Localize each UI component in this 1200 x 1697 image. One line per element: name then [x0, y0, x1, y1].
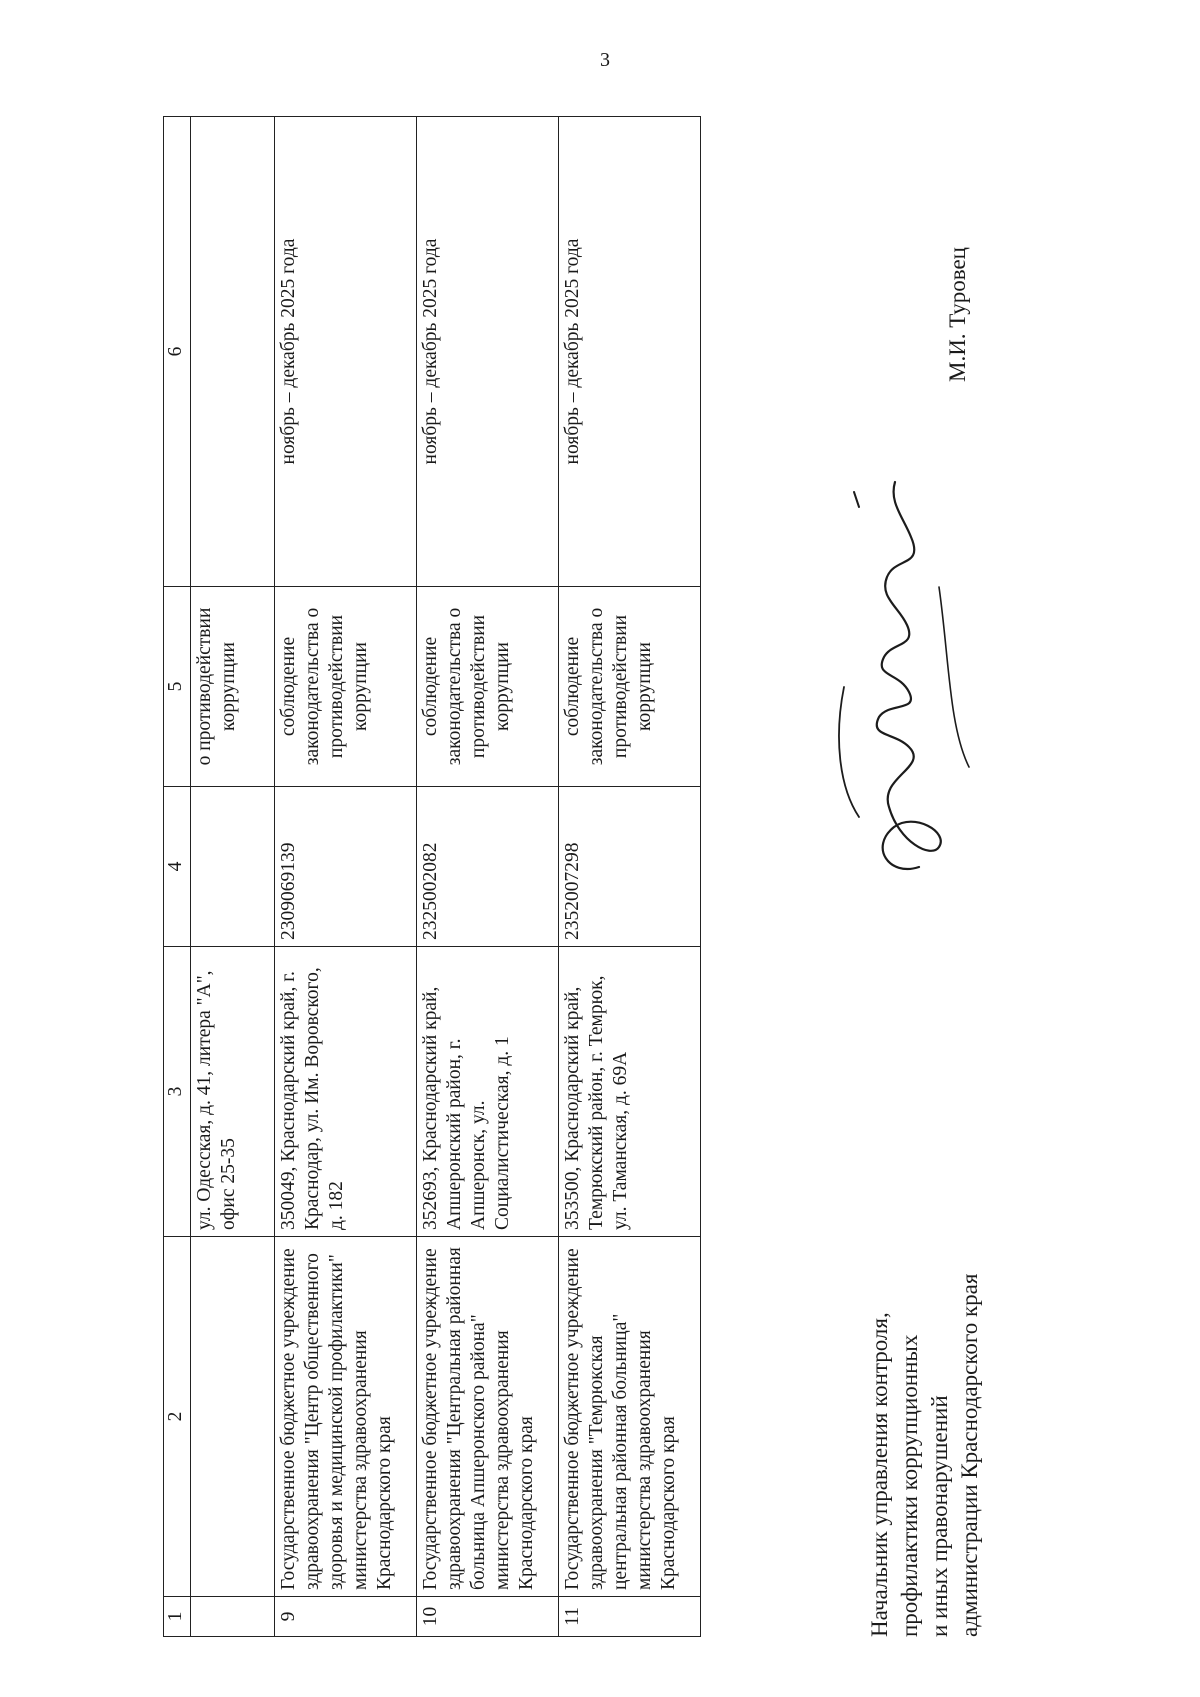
page-number: 3 — [600, 49, 610, 71]
row-number — [191, 1597, 275, 1637]
organization-name: Государственное бюджетное учреждение здравоохранения "Центральная районная больница Апшеронского района" министерства здравоохранения Краснодарского края — [417, 1237, 559, 1597]
table-row — [191, 117, 275, 1637]
inspection-period: ноябрь – декабрь 2025 года — [275, 117, 417, 587]
signer-name: М.И. Туровец — [945, 247, 970, 382]
inn: 2352007298 — [559, 787, 701, 947]
row-number: 9 — [275, 1597, 417, 1637]
address: 350049, Краснодарский край, г. Краснодар, ул. Им. Воровского, д. 182 — [275, 947, 417, 1237]
table-row — [559, 117, 701, 1637]
inspection-subject: о противодействии коррупции — [191, 587, 275, 787]
table-row — [275, 117, 417, 1637]
inn: 2325002082 — [417, 787, 559, 947]
column-header: 5 — [164, 587, 191, 787]
organizations-table — [163, 116, 701, 1637]
position-line: профилактики коррупционных — [897, 1334, 922, 1637]
column-header: 2 — [164, 1237, 191, 1597]
inspection-period: ноябрь – декабрь 2025 года — [559, 117, 701, 587]
inn — [191, 787, 275, 947]
organization-name — [191, 1237, 275, 1597]
organization-name: Государственное бюджетное учреждение здравоохранения "Темрюкская центральная районная больница" министерства здравоохранения Краснодарского края — [559, 1237, 701, 1597]
column-header: 3 — [164, 947, 191, 1237]
column-header: 6 — [164, 117, 191, 587]
column-header: 1 — [164, 1597, 191, 1637]
inspection-subject: соблюдение законодательства о противодействии коррупции — [559, 587, 701, 787]
position-line: администрации Краснодарского края — [957, 1273, 982, 1637]
table-row — [417, 117, 559, 1637]
organization-name: Государственное бюджетное учреждение здравоохранения "Центр общественного здоровья и медицинской профилактики" министерства здравоохранения Краснодарского края — [275, 1237, 417, 1597]
address: ул. Одесская, д. 41, литера "А", офис 25-35 — [191, 947, 275, 1237]
signatory-position — [865, 877, 985, 1637]
row-number: 11 — [559, 1597, 701, 1637]
table-header-row — [164, 117, 191, 1637]
address: 352693, Краснодарский край, Апшеронский район, г. Апшеронск, ул. Социалистическая, д. 1 — [417, 947, 559, 1237]
rotated-landscape-content — [163, 117, 1163, 1637]
position-line: и иных правонарушений — [927, 1395, 952, 1637]
inspection-subject: соблюдение законодательства о противодействии коррупции — [417, 587, 559, 787]
inspection-period: ноябрь – декабрь 2025 года — [417, 117, 559, 587]
handwritten-signature-icon — [799, 467, 999, 887]
inspection-period — [191, 117, 275, 587]
address: 353500, Краснодарский край, Темрюкский район, г. Темрюк, ул. Таманская, д. 69А — [559, 947, 701, 1237]
inspection-subject: соблюдение законодательства о противодействии коррупции — [275, 587, 417, 787]
column-header: 4 — [164, 787, 191, 947]
position-line: Начальник управления контроля, — [867, 1312, 892, 1637]
row-number: 10 — [417, 1597, 559, 1637]
inn: 2309069139 — [275, 787, 417, 947]
